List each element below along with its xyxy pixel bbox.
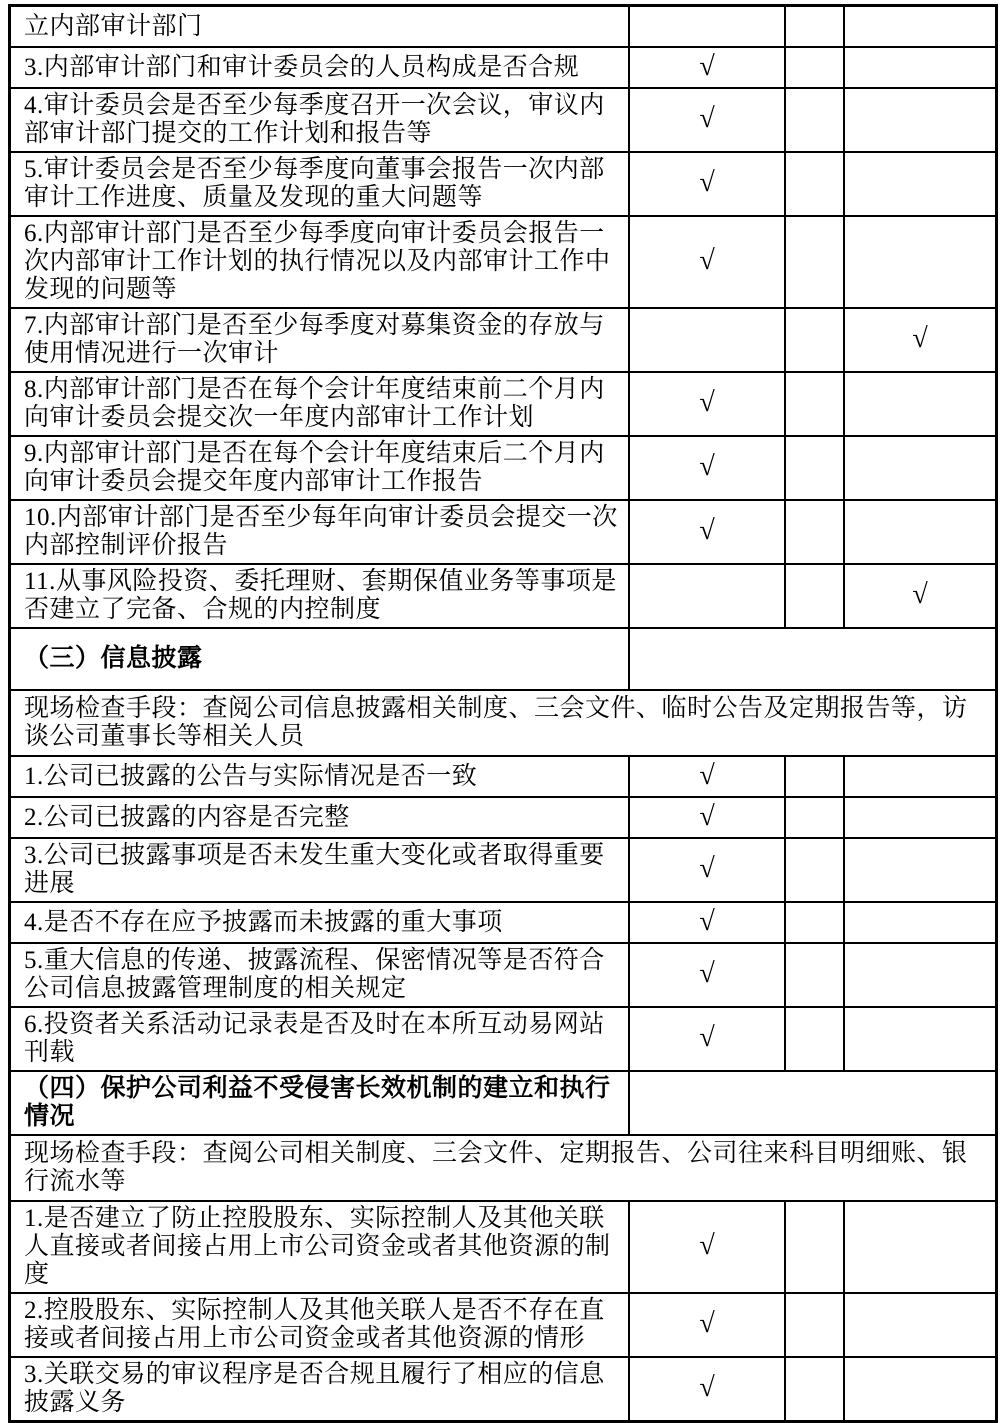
table-row — [11, 217, 995, 309]
checklist-item-cell — [11, 1202, 630, 1292]
check-cell-1 — [630, 373, 786, 435]
checklist-item-text: 8.内部审计部门是否在每个会计年度结束前二个月内向审计委员会提交次一年度内部审计工作计划 — [24, 376, 605, 431]
check-cell-1 — [630, 501, 786, 563]
checklist-item-text: 2.公司已披露的内容是否完整 — [24, 803, 350, 831]
check-cell-1 — [630, 1008, 786, 1070]
table-row — [11, 309, 995, 373]
check-cell-1 — [630, 437, 786, 499]
check-cell-2 — [786, 217, 845, 307]
checkmark-icon: √ — [699, 103, 715, 134]
checklist-item-text: 4.是否不存在应予披露而未披露的重大事项 — [24, 908, 503, 936]
checklist-item-text: 1.公司已披露的公告与实际情况是否一致 — [24, 762, 478, 790]
checkmark-icon: √ — [699, 1022, 715, 1053]
checkmark-icon: √ — [699, 800, 715, 832]
table-row — [11, 1008, 995, 1072]
checklist-item-text: 6.投资者关系活动记录表是否及时在本所互动易网站刊载 — [24, 1011, 605, 1066]
checkmark-icon: √ — [699, 1308, 715, 1339]
checkmark-icon: √ — [912, 579, 928, 610]
checklist-item-cell — [11, 565, 630, 627]
checkmark-icon: √ — [699, 958, 715, 989]
checkmark-icon: √ — [699, 1230, 715, 1261]
checkmark-icon: √ — [912, 323, 928, 354]
table-row — [11, 1294, 995, 1358]
check-cell-3 — [845, 565, 995, 627]
check-cell-3 — [845, 437, 995, 499]
check-cell-3 — [845, 373, 995, 435]
check-cell-3 — [845, 7, 995, 46]
check-cell-1 — [630, 839, 786, 901]
check-cell-2 — [786, 7, 845, 46]
table-row — [11, 1358, 995, 1420]
table-row — [11, 757, 995, 798]
check-cell-2 — [786, 565, 845, 627]
checklist-item-text: 11.从事风险投资、委托理财、套期保值业务等事项是否建立了完备、合规的内控制度 — [24, 568, 617, 623]
checklist-item-cell — [11, 1294, 630, 1356]
checklist-item-text: 1.是否建立了防止控股股东、实际控制人及其他关联人直接或者间接占用上市公司资金或者其他资源的制度 — [24, 1205, 611, 1288]
inspection-method-cell — [11, 691, 995, 755]
check-cell-3 — [845, 89, 995, 151]
table-row — [11, 565, 995, 629]
table-row — [11, 944, 995, 1008]
checkmark-icon: √ — [699, 50, 715, 82]
checklist-item-cell — [11, 798, 630, 837]
check-cell-2 — [786, 1294, 845, 1356]
check-cell-1 — [630, 1294, 786, 1356]
checkmark-icon: √ — [699, 451, 715, 482]
table-row — [11, 903, 995, 944]
checklist-item-cell — [11, 903, 630, 942]
check-cell-1 — [630, 757, 786, 796]
checklist-item-cell — [11, 944, 630, 1006]
checklist-item-cell — [11, 153, 630, 215]
checklist-item-text: 3.关联交易的审议程序是否合规且履行了相应的信息披露义务 — [24, 1361, 605, 1416]
check-cell-1 — [630, 565, 786, 627]
checkmark-icon: √ — [699, 245, 715, 276]
table-row — [11, 373, 995, 437]
checkmark-icon: √ — [699, 1372, 715, 1403]
checklist-item-cell — [11, 501, 630, 563]
table-row — [11, 798, 995, 839]
inspection-method-text: 现场检查手段：查阅公司相关制度、三会文件、定期报告、公司往来科目明细账、银行流水等 — [24, 1140, 968, 1195]
section-title-cell — [11, 1072, 630, 1134]
checklist-item-cell — [11, 89, 630, 151]
check-cell-1 — [630, 798, 786, 837]
checklist-item-cell — [11, 373, 630, 435]
checkmark-icon: √ — [699, 515, 715, 546]
table-row — [11, 437, 995, 501]
checklist-item-cell — [11, 437, 630, 499]
check-cell-3 — [845, 1202, 995, 1292]
checklist-item-cell — [11, 7, 630, 46]
table-row — [11, 89, 995, 153]
check-cell-1 — [630, 153, 786, 215]
table-row — [11, 691, 995, 757]
inspection-method-text: 现场检查手段：查阅公司信息披露相关制度、三会文件、临时公告及定期报告等，访谈公司董事长等相关人员 — [24, 695, 968, 750]
check-cell-1 — [630, 217, 786, 307]
checklist-item-text: 3.内部审计部门和审计委员会的人员构成是否合规 — [24, 53, 580, 81]
checklist-item-cell — [11, 1008, 630, 1070]
check-cell-2 — [786, 944, 845, 1006]
check-cell-2 — [786, 839, 845, 901]
table-row — [11, 1202, 995, 1294]
table-row — [11, 1072, 995, 1136]
check-cell-1 — [630, 903, 786, 942]
check-cell-2 — [786, 373, 845, 435]
section-empty-cell — [630, 1072, 995, 1134]
check-cell-2 — [786, 903, 845, 942]
check-cell-1 — [630, 1202, 786, 1292]
table-row — [11, 153, 995, 217]
check-cell-3 — [845, 501, 995, 563]
checklist-item-text: 9.内部审计部门是否在每个会计年度结束后二个月内向审计委员会提交年度内部审计工作报告 — [24, 440, 605, 495]
check-cell-3 — [845, 153, 995, 215]
check-cell-3 — [845, 1294, 995, 1356]
check-cell-2 — [786, 1202, 845, 1292]
check-cell-3 — [845, 944, 995, 1006]
check-cell-3 — [845, 1008, 995, 1070]
check-cell-1 — [630, 7, 786, 46]
check-cell-1 — [630, 89, 786, 151]
section-title-text: （四）保护公司利益不受侵害长效机制的建立和执行情况 — [24, 1075, 611, 1130]
table-row — [11, 48, 995, 89]
check-cell-3 — [845, 903, 995, 942]
check-cell-2 — [786, 798, 845, 837]
checklist-item-text: 5.审计委员会是否至少每季度向董事会报告一次内部审计工作进度、质量及发现的重大问题等 — [24, 156, 605, 211]
checkmark-icon: √ — [699, 759, 715, 791]
checklist-item-text: 2.控股股东、实际控制人及其他关联人是否不存在直接或者间接占用上市公司资金或者其他资源的情形 — [24, 1297, 605, 1352]
check-cell-2 — [786, 1358, 845, 1420]
check-cell-1 — [630, 1358, 786, 1420]
checklist-item-cell — [11, 48, 630, 87]
check-cell-1 — [630, 309, 786, 371]
table-row — [11, 7, 995, 48]
inspection-method-cell — [11, 1136, 995, 1200]
check-cell-2 — [786, 437, 845, 499]
checklist-item-cell — [11, 839, 630, 901]
checklist-item-text: 7.内部审计部门是否至少每季度对募集资金的存放与使用情况进行一次审计 — [24, 312, 605, 367]
table-row — [11, 839, 995, 903]
checkmark-icon: √ — [699, 167, 715, 198]
section-title-cell — [11, 629, 630, 689]
check-cell-2 — [786, 153, 845, 215]
checklist-item-cell — [11, 217, 630, 307]
checklist-item-text: 4.审计委员会是否至少每季度召开一次会议，审议内部审计部门提交的工作计划和报告等 — [24, 92, 605, 147]
check-cell-2 — [786, 501, 845, 563]
section-title-text: （三）信息披露 — [24, 645, 203, 672]
check-cell-3 — [845, 757, 995, 796]
check-cell-3 — [845, 798, 995, 837]
checklist-item-text: 6.内部审计部门是否至少每季度向审计委员会报告一次内部审计工作计划的执行情况以及内部审计工作中发现的问题等 — [24, 220, 611, 303]
check-cell-1 — [630, 48, 786, 87]
audit-checklist-table — [8, 4, 998, 1423]
check-cell-3 — [845, 1358, 995, 1420]
check-cell-3 — [845, 48, 995, 87]
table-row — [11, 629, 995, 691]
check-cell-1 — [630, 944, 786, 1006]
checkmark-icon: √ — [699, 387, 715, 418]
check-cell-3 — [845, 309, 995, 371]
checklist-item-text: 10.内部审计部门是否至少每年向审计委员会提交一次内部控制评价报告 — [24, 504, 618, 559]
section-empty-cell — [630, 629, 995, 689]
checklist-item-text: 5.重大信息的传递、披露流程、保密情况等是否符合公司信息披露管理制度的相关规定 — [24, 947, 605, 1002]
checkmark-icon: √ — [699, 853, 715, 884]
check-cell-3 — [845, 217, 995, 307]
checklist-item-text: 立内部审计部门 — [24, 12, 203, 40]
check-cell-3 — [845, 839, 995, 901]
table-row — [11, 1136, 995, 1202]
checklist-item-text: 3.公司已披露事项是否未发生重大变化或者取得重要进展 — [24, 842, 605, 897]
checklist-item-cell — [11, 1358, 630, 1420]
check-cell-2 — [786, 89, 845, 151]
table-row — [11, 501, 995, 565]
check-cell-2 — [786, 757, 845, 796]
checklist-item-cell — [11, 757, 630, 796]
check-cell-2 — [786, 1008, 845, 1070]
checklist-item-cell — [11, 309, 630, 371]
checkmark-icon: √ — [699, 905, 715, 937]
check-cell-2 — [786, 309, 845, 371]
check-cell-2 — [786, 48, 845, 87]
